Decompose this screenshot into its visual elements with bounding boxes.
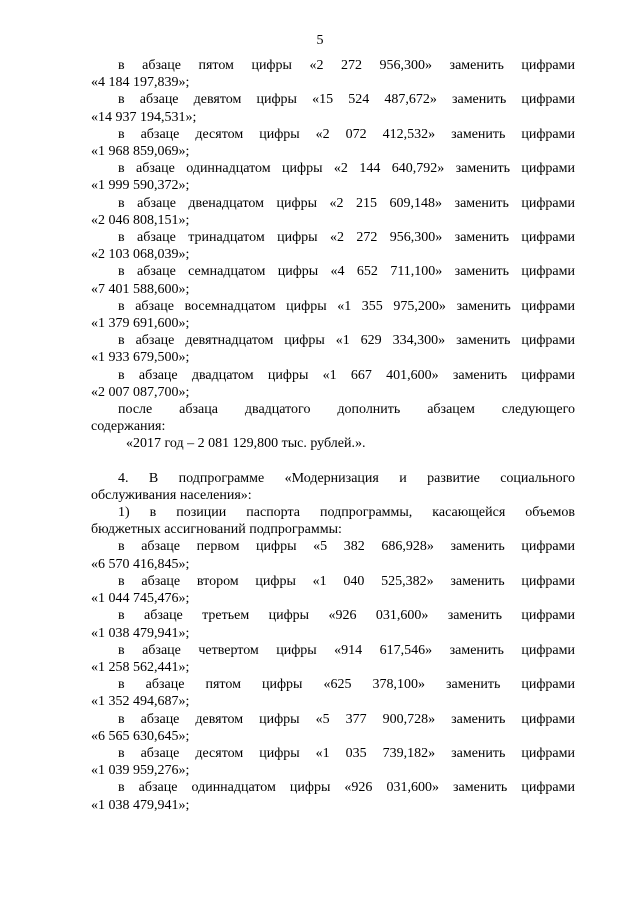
item-1 [91,504,575,538]
amendment-line-1: в абзаце десятом цифры «2 072 412,532» заменить цифрами [118,126,575,142]
amendment-paragraph [91,711,575,745]
amendment-line-2: «1 352 494,687»; [91,694,190,710]
amendment-line-2: «6 565 630,645»; [91,728,190,744]
amendment-paragraph [91,401,575,435]
amendment-paragraph [91,367,575,401]
insert-line: «2017 год – 2 081 129,800 тыс. рублей.». [126,436,366,452]
amendment-paragraph [91,573,575,607]
spacer [91,453,575,470]
amendment-line-2: «4 184 197,839»; [91,75,190,91]
amendment-line-1: в абзаце восемнадцатом цифры «1 355 975,200» заменить цифрами [118,298,575,314]
amendment-paragraph [91,745,575,779]
amendment-paragraph [91,57,575,91]
amendment-line-2: «1 933 679,500»; [91,350,190,366]
amendment-line-2: «1 379 691,600»; [91,316,190,332]
amendment-line-2: «1 038 479,941»; [91,625,190,641]
amendment-paragraph [91,607,575,641]
page-number: 5 [316,33,324,48]
amendment-line-2: «1 039 959,276»; [91,763,190,779]
amendment-line-2: «7 401 588,600»; [91,281,190,297]
amendment-paragraph [91,642,575,676]
amendment-line-1: в абзаце семнадцатом цифры «4 652 711,100» заменить цифрами [118,264,575,280]
amendment-line-1: в абзаце двадцатом цифры «1 667 401,600» заменить цифрами [118,367,575,383]
amendment-line-1: в абзаце втором цифры «1 040 525,382» заменить цифрами [118,573,575,589]
amendment-paragraph [91,298,575,332]
amendment-line-2: содержания: [91,419,166,435]
item-1-line-2: бюджетных ассигнований подпрограммы: [91,522,342,538]
section-heading-line-1: 4. В подпрограмме «Модернизация и развитие социального [118,470,575,486]
amendment-paragraph [91,229,575,263]
amendment-paragraph [91,263,575,297]
amendment-line-2: «2 046 808,151»; [91,212,190,228]
amendment-paragraph [91,676,575,710]
amendment-line-1: в абзаце тринадцатом цифры «2 272 956,300» заменить цифрами [118,230,575,246]
item-1-line-1: 1) в позиции паспорта подпрограммы, касающейся объемов [118,505,575,521]
amendment-line-1: в абзаце четвертом цифры «914 617,546» заменить цифрами [118,642,575,658]
amendment-line-2: «1 258 562,441»; [91,659,190,675]
amendment-line-1: в абзаце двенадцатом цифры «2 215 609,148» заменить цифрами [118,195,575,211]
amendment-list-2 [91,538,575,813]
amendment-line-2: «1 044 745,476»; [91,591,190,607]
amendment-paragraph [91,538,575,572]
amendment-paragraph [91,195,575,229]
amendment-line-1: в абзаце одиннадцатом цифры «926 031,600» заменить цифрами [118,780,575,796]
amendment-line-2: «1 968 859,069»; [91,144,190,160]
amendment-line-1: в абзаце одиннадцатом цифры «2 144 640,792» заменить цифрами [118,161,575,177]
amendment-line-1: в абзаце десятом цифры «1 035 739,182» заменить цифрами [118,745,575,761]
amendment-line-2: «1 999 590,372»; [91,178,190,194]
amendment-paragraph [91,779,575,813]
amendment-line-1: в абзаце девятом цифры «15 524 487,672» заменить цифрами [118,92,575,108]
amendment-line-1: в абзаце третьем цифры «926 031,600» заменить цифрами [118,608,575,624]
amendment-line-2: «6 570 416,845»; [91,556,190,572]
amendment-line-2: «14 937 194,531»; [91,109,197,125]
amendment-line-2: «1 038 479,941»; [91,797,190,813]
amendment-line-2: «2 007 087,700»; [91,384,190,400]
document-body [91,57,575,814]
section-heading-4 [91,470,575,504]
amendment-paragraph [91,332,575,366]
amendment-paragraph [91,160,575,194]
amendment-line-1: в абзаце девятнадцатом цифры «1 629 334,300» заменить цифрами [118,333,575,349]
section-heading-line-2: обслуживания населения»: [91,487,252,503]
amendment-line-1: в абзаце девятом цифры «5 377 900,728» заменить цифрами [118,711,575,727]
amendment-list-1 [91,57,575,435]
amendment-line-1: в абзаце первом цифры «5 382 686,928» заменить цифрами [118,539,575,555]
amendment-paragraph [91,126,575,160]
amendment-line-1: в абзаце пятом цифры «2 272 956,300» заменить цифрами [118,58,575,73]
amendment-line-1: в абзаце пятом цифры «625 378,100» заменить цифрами [118,677,575,693]
amendment-line-1: после абзаца двадцатого дополнить абзацем следующего [118,402,575,418]
amendment-line-2: «2 103 068,039»; [91,247,190,263]
amendment-paragraph [91,91,575,125]
